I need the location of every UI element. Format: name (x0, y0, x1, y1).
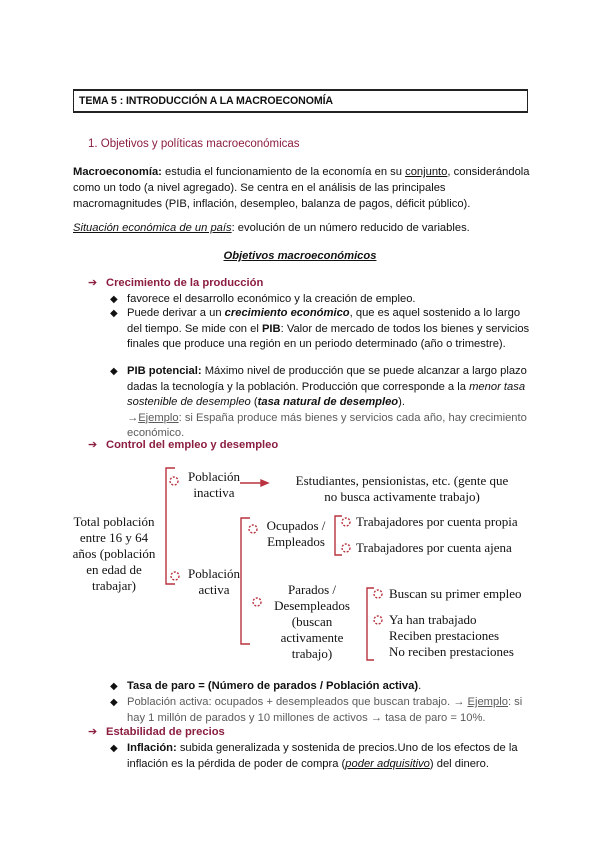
bullet-italic: poder adquisitivo (345, 757, 430, 770)
diagram-cuenta-ajena: Trabajadores por cuenta ajena (356, 540, 512, 555)
tasa-paro-formula: Tasa de paro = (Número de parados / Población activa) (127, 680, 419, 692)
bullet-emphasis: PIB potencial: (127, 365, 202, 377)
list-item (110, 679, 532, 695)
diagram-ocupados (260, 518, 332, 550)
list-item (110, 741, 532, 772)
situacion-term: Situación económica de un país (73, 222, 232, 234)
diagram-cuenta-propia: Trabajadores por cuenta propia (356, 514, 518, 529)
diamond-bullet-icon: ◆ (110, 697, 118, 708)
diagram-total-population: Total población entre 16 y 64 años (población en edad de trabajar) (72, 514, 156, 593)
diagram-ya-line3: No reciben prestaciones (389, 644, 514, 659)
bullet-text: Máximo nivel de producción que se puede alcanzar a largo plazo dadas la tecnología y la población. Producción que corresponde a la (127, 365, 527, 393)
diagram-inactiva-desc-line2: no busca activamente trabajo) (324, 489, 480, 504)
example-label: Ejemplo (467, 696, 508, 708)
diamond-bullet-icon: ◆ (110, 366, 118, 377)
diagram-parados-line1: Parados / (287, 582, 337, 597)
arrow-right-icon: ➔ (88, 439, 98, 451)
diagram-ya-trabajado (389, 612, 539, 660)
situacion-text: : evolución de un número reducido de variables. (231, 222, 470, 234)
bullet-text: , que es aquel sostenido a lo largo del tiempo. Se mide con el (127, 307, 521, 335)
diagram-ya-line1: Ya han trabajado (389, 612, 477, 627)
diamond-bullet-icon: ◆ (110, 294, 118, 305)
macro-conjunto: conjunto (405, 166, 448, 178)
example-arrow: → (127, 411, 139, 424)
bullet-text: ( (250, 396, 258, 409)
macro-text2: , considerándola como un todo (a nivel agregado). Se centra en el análisis de las principales macromagnitudes (PIB, inflación, desempleo, balanza de pagos, déficit público). (73, 166, 530, 210)
empleo-heading-text: Control del empleo y desempleo (106, 439, 279, 451)
macro-term: Macroeconomía: (73, 166, 162, 178)
diagram-ya-line2: Reciben prestaciones (389, 628, 500, 643)
crecimiento-heading-text: Crecimiento de la producción (106, 277, 264, 289)
diamond-bullet-icon: ◆ (110, 681, 118, 692)
precios-heading (88, 725, 225, 738)
objetivos-heading: Objetivos macroeconómicos (223, 250, 377, 262)
bullet-text: . (418, 680, 422, 692)
diagram-ocupados-line1: Ocupados / (266, 518, 326, 533)
macro-text1: estudia el funcionamiento de la economía en su (161, 166, 406, 178)
bullet-text: : Valor de mercado de todos los bienes y servicios finales que produce una región en un periodo determinado (año o trimestre). (127, 322, 530, 351)
topic-title: TEMA 5 : INTRODUCCIÓN A LA MACROECONOMÍA (73, 89, 528, 113)
arrow-right-icon: ➔ (88, 277, 98, 289)
bullet-text: favorece el desarrollo económico y la creación de empleo. (127, 293, 416, 305)
diagram-activa-line2: activa (198, 582, 230, 597)
diagram-parados-line3: (buscan (291, 614, 333, 629)
bullet-emphasis: PIB (261, 322, 281, 335)
bullet-emphasis: tasa natural de desempleo (257, 396, 399, 409)
diagram-parados-line4: activamente (280, 630, 344, 645)
bullet-emphasis: Inflación: (127, 742, 177, 754)
example-label: Ejemplo (138, 411, 179, 424)
bullet-text: ) del dinero. (429, 757, 489, 770)
diagram-activa-line1: Población (188, 566, 240, 581)
diagram-parados-line5: trabajo) (291, 646, 333, 661)
arrow-right-icon: ➔ (88, 726, 98, 738)
bullet-text: Puede derivar a un (127, 307, 225, 319)
list-item (110, 695, 532, 726)
section-heading: 1. Objetivos y políticas macroeconómicas (88, 138, 300, 150)
precios-heading-text: Estabilidad de precios (106, 726, 225, 738)
diagram-inactiva-description (272, 473, 532, 505)
diagram-inactiva-line2: inactiva (193, 485, 235, 500)
example-text: : si España produce más bienes y servicios cada año, hay crecimiento económico. (127, 411, 527, 440)
diamond-bullet-icon: ◆ (110, 743, 118, 754)
diagram-activa (184, 566, 244, 598)
diagram-inactiva-desc-line1: Estudiantes, pensionistas, etc. (gente que (295, 473, 509, 488)
diagram-parados-line2: Desempleados (274, 598, 350, 613)
bullet-text: Población activa: ocupados + desempleados que buscan trabajo. → (127, 696, 468, 708)
example-text: : si hay 1 millón de parados y 10 millones de activos → tasa de paro = 10%. (127, 696, 523, 724)
diagram-inactiva (184, 469, 244, 501)
bullet-text: ). (398, 396, 405, 409)
bullet-text: subida generalizada y sostenida de precios.Uno de los efectos de la inflación es la pérdida de poder de compra ( (127, 742, 518, 770)
diagram-inactiva-line1: Población (188, 469, 240, 484)
diagram-primer-empleo: Buscan su primer empleo (389, 586, 522, 601)
bullet-emphasis: crecimiento económico (224, 307, 350, 319)
diagram-ocupados-line2: Empleados (267, 534, 325, 549)
bullet-italic: menor tasa sostenible de desempleo (127, 380, 526, 409)
diagram-parados (262, 582, 362, 662)
diamond-bullet-icon: ◆ (110, 308, 118, 319)
